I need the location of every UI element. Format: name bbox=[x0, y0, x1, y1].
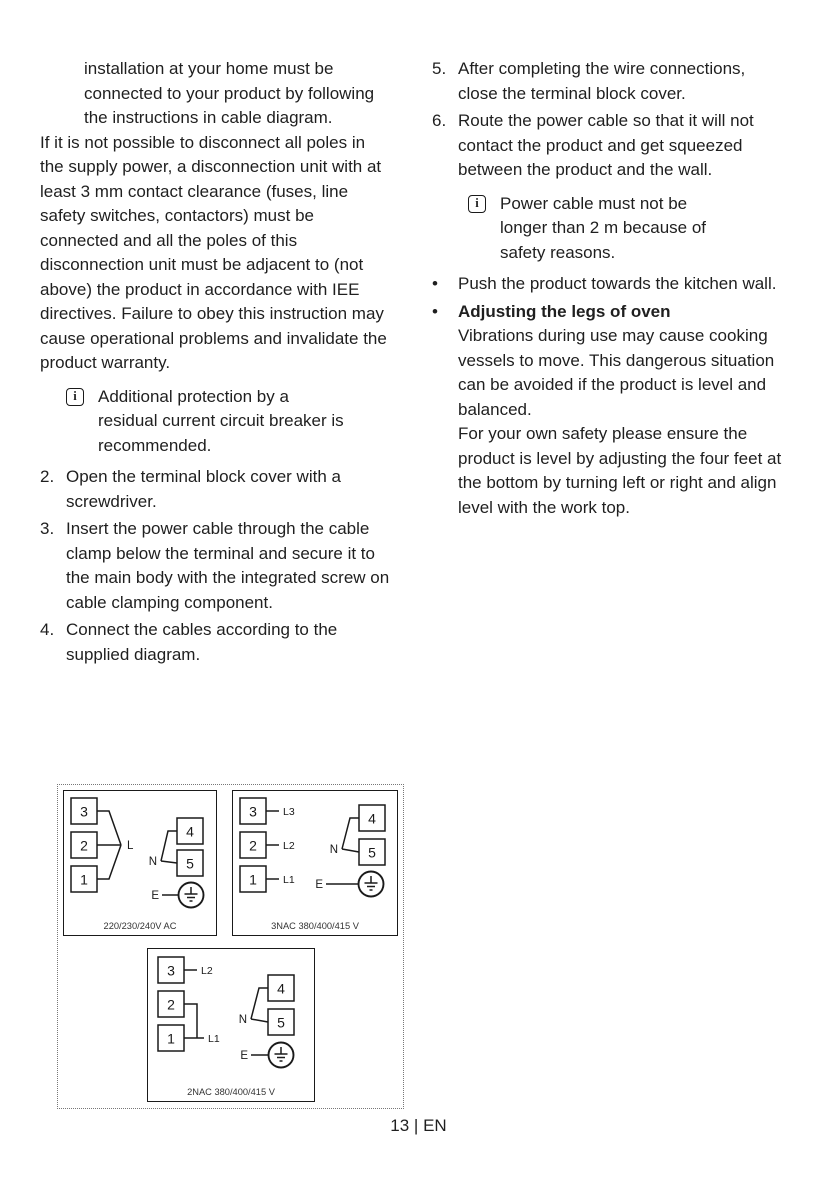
terminal-4-label: 4 bbox=[186, 823, 194, 840]
info-note-rccb bbox=[66, 385, 392, 459]
wiring-diagram-220-240v bbox=[63, 790, 217, 936]
diagram-wires bbox=[71, 798, 204, 908]
earth-label: E bbox=[151, 890, 159, 902]
step-text: Open the terminal block cover with a screwdriver. bbox=[66, 467, 341, 511]
earth-label: E bbox=[315, 879, 323, 891]
terminal-5-label: 5 bbox=[276, 1014, 285, 1031]
terminal-5-label: 5 bbox=[368, 844, 376, 861]
info-note-text: Power cable must not be longer than 2 m because of safety reasons. bbox=[500, 193, 707, 262]
right-column bbox=[432, 57, 784, 523]
terminal-3-label: 3 bbox=[80, 803, 88, 820]
info-icon: i bbox=[468, 195, 486, 213]
info-note-text: Additional protection by a residual current circuit breaker is recommended. bbox=[98, 386, 344, 455]
terminal-4-label: 4 bbox=[368, 810, 376, 827]
live-label: L bbox=[127, 840, 134, 852]
wiring-diagram-3nac bbox=[232, 790, 398, 936]
left-column bbox=[40, 57, 392, 670]
wiring-diagram-2nac bbox=[147, 948, 315, 1102]
neutral-label: N bbox=[148, 856, 157, 868]
diagram-caption: 2NAC 380/400/415 V bbox=[186, 1087, 275, 1097]
terminal-2-label: 2 bbox=[166, 996, 175, 1013]
bullet-text: Vibrations during use may cause cooking vessels to move. This dangerous situation can be avoided if the product is level and balanced. bbox=[458, 326, 775, 419]
info-icon: i bbox=[66, 388, 84, 406]
diagram-caption: 3NAC 380/400/415 V bbox=[271, 921, 359, 931]
step-number: 2. bbox=[40, 467, 55, 486]
disconnect-warning-paragraph: If it is not possible to disconnect all poles in the supply power, a disconnection unit with at least 3 mm contact clearance (fuses, line safety switches, contactors) must be connected and all the poles of this disconnection unit must be adjacent to (not above) the product in accordance with IEE directives. Failure to obey this instruction may cause operational problems and invalidate the product warranty. bbox=[40, 132, 387, 372]
diagram-caption: 220/230/240V AC bbox=[103, 921, 177, 931]
step-item-3 bbox=[40, 517, 392, 615]
continuation-text: installation at your home must be connected to your product by following the instructions in cable diagram. bbox=[84, 59, 375, 127]
terminal-1-label: 1 bbox=[249, 871, 257, 888]
diagram-wires bbox=[158, 957, 294, 1068]
neutral-label: N bbox=[238, 1014, 247, 1026]
diagram-wires bbox=[240, 798, 385, 897]
terminal-4-label: 4 bbox=[276, 980, 285, 997]
terminal-2-label: 2 bbox=[249, 837, 257, 854]
neutral-label: N bbox=[329, 844, 338, 856]
bullet-title: Adjusting the legs of oven bbox=[458, 301, 671, 321]
terminal-2-label: 2 bbox=[80, 837, 88, 854]
step-text: Connect the cables according to the supplied diagram. bbox=[66, 620, 338, 664]
phase-l2-label: L2 bbox=[283, 840, 295, 852]
terminal-1-label: 1 bbox=[80, 871, 88, 888]
step-number: 6. bbox=[432, 111, 447, 130]
phase-l1-label: L1 bbox=[283, 874, 295, 886]
bullet-marker: • bbox=[432, 301, 438, 321]
terminal-3-label: 3 bbox=[249, 803, 257, 820]
step-text: Insert the power cable through the cable clamp below the terminal and secure it to the main body with the integrated screw on cable clamping component. bbox=[66, 519, 390, 612]
phase-l1-label: L1 bbox=[207, 1033, 220, 1045]
step-item-4 bbox=[40, 618, 392, 667]
phase-l3-label: L3 bbox=[283, 806, 295, 818]
step-number: 5. bbox=[432, 59, 447, 78]
step-item-5 bbox=[432, 57, 784, 106]
wiring-diagrams-panel bbox=[57, 784, 404, 1109]
page-number: 13 | EN bbox=[390, 1116, 447, 1135]
step-text: After completing the wire connections, close the terminal block cover. bbox=[458, 59, 746, 103]
bullet-adjusting-legs bbox=[432, 300, 784, 521]
terminal-1-label: 1 bbox=[166, 1030, 175, 1047]
bullet-body bbox=[458, 300, 784, 521]
step-number: 4. bbox=[40, 620, 55, 639]
diagram-3nac-svg bbox=[233, 791, 397, 935]
diagram-220v-svg bbox=[64, 791, 216, 935]
earth-label: E bbox=[239, 1050, 248, 1062]
step-item-6 bbox=[432, 109, 784, 183]
bullet-marker: • bbox=[432, 274, 438, 293]
step-item-2 bbox=[40, 465, 392, 514]
bullet-push-product bbox=[432, 272, 784, 297]
bullet-text: For your own safety please ensure the product is level by adjusting the four feet at the bottom by turning left or right and align level with the work top. bbox=[458, 424, 782, 517]
terminal-3-label: 3 bbox=[166, 962, 175, 979]
info-note-power-cable bbox=[468, 192, 784, 266]
diagram-2nac-svg bbox=[148, 949, 314, 1101]
step-text: Route the power cable so that it will not contact the product and get squeezed between the product and the wall. bbox=[458, 111, 754, 179]
wiring-diagrams-top-row bbox=[63, 790, 398, 936]
bullet-text: Push the product towards the kitchen wall. bbox=[458, 274, 777, 293]
terminal-5-label: 5 bbox=[186, 855, 194, 872]
step-number: 3. bbox=[40, 519, 55, 538]
phase-l2-label: L2 bbox=[200, 965, 213, 977]
